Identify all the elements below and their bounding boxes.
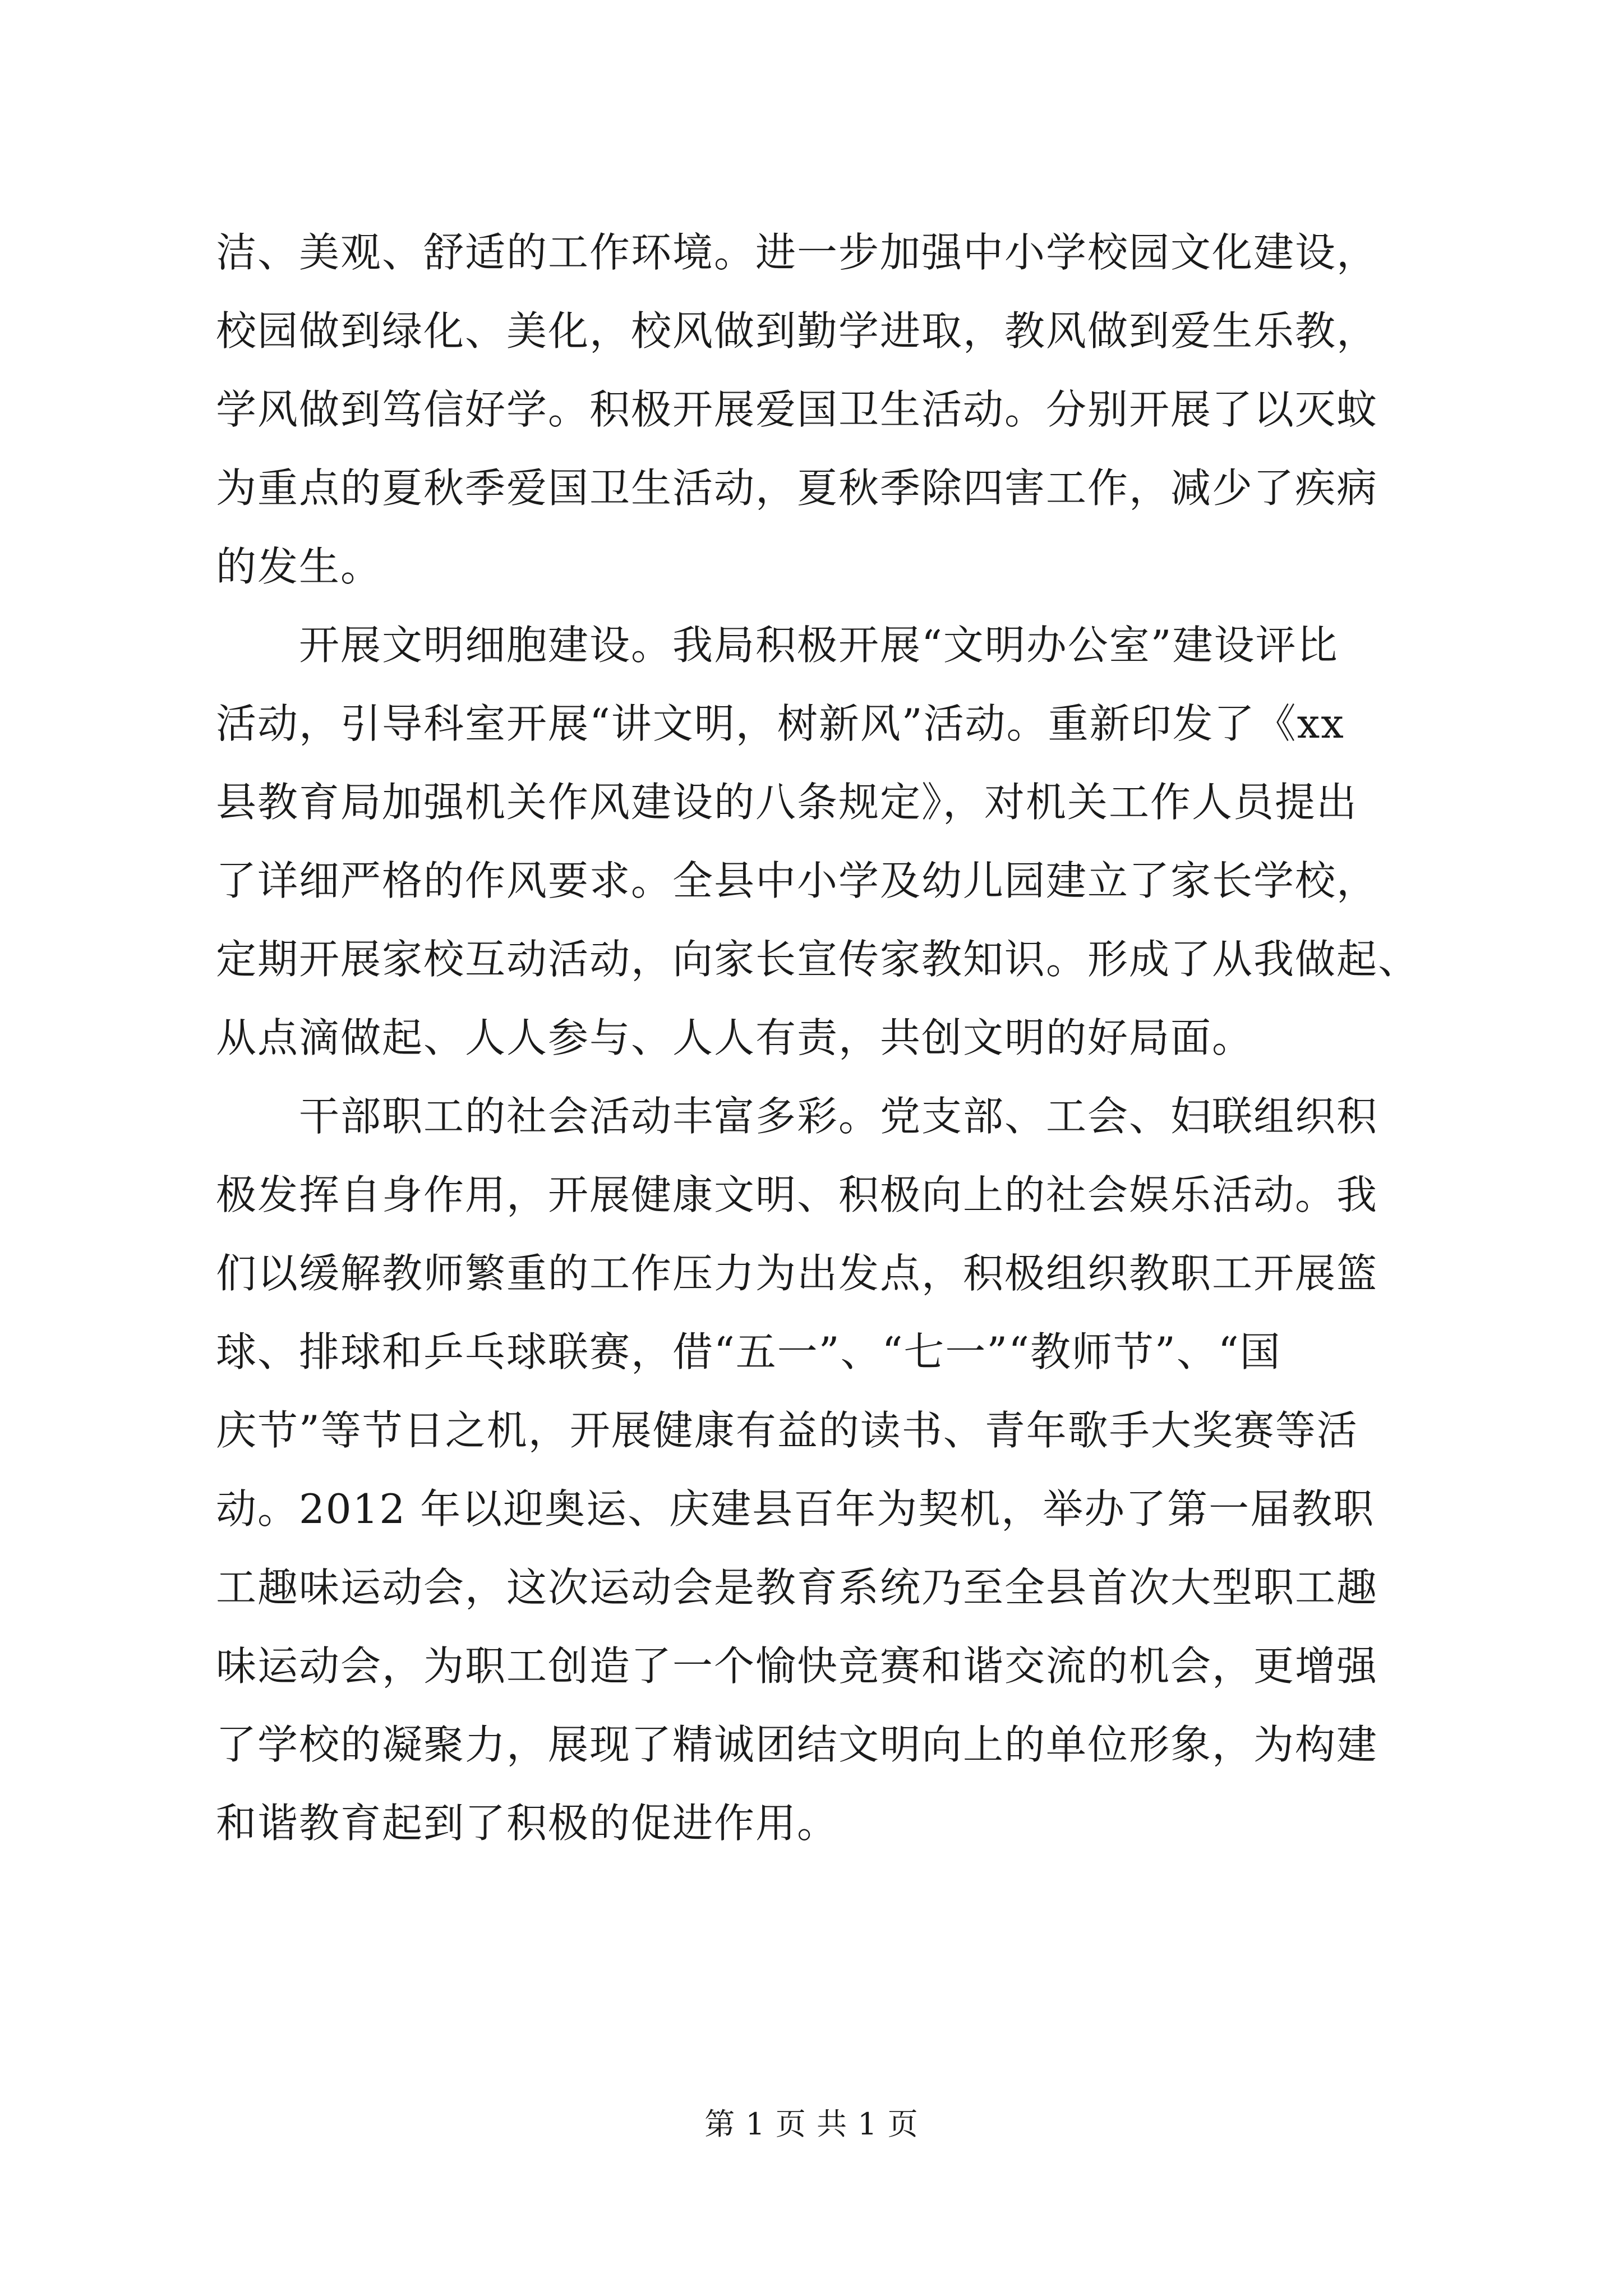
text-line: 了详细严格的作风要求。全县中小学及幼儿园建立了家长学校， — [216, 857, 1378, 904]
text-line: 动。2012 年以迎奥运、庆建县百年为契机，举办了第一届教职 — [216, 1485, 1375, 1533]
text-line: 洁、美观、舒适的工作环境。进一步加强中小学校园文化建设， — [216, 229, 1378, 276]
document-body — [216, 213, 1422, 1862]
text-line: 活动，引导科室开展“讲文明，树新风”活动。重新印发了《xx — [216, 700, 1345, 747]
text-line: 了学校的凝聚力，展现了精诚团结文明向上的单位形象，为构建 — [216, 1721, 1378, 1768]
text-line: 学风做到笃信好学。积极开展爱国卫生活动。分别开展了以灭蚊 — [216, 386, 1378, 433]
text-line: 的发生。 — [216, 543, 382, 590]
text-line: 和谐教育起到了积极的促进作用。 — [216, 1800, 839, 1847]
text-line: 极发挥自身作用，开展健康文明、积极向上的社会娱乐活动。我 — [216, 1171, 1378, 1218]
text-line: 校园做到绿化、美化，校风做到勤学进取，教风做到爱生乐教， — [216, 307, 1378, 355]
paragraph-first-line: 干部职工的社会活动丰富多彩。党支部、工会、妇联组织积 — [216, 1093, 1378, 1140]
text-line: 县教育局加强机关作风建设的八条规定》，对机关工作人员提出 — [216, 779, 1358, 826]
page-footer: 第 1 页 共 1 页 — [704, 2106, 919, 2142]
text-line: 们以缓解教师繁重的工作压力为出发点，积极组织教职工开展篮 — [216, 1250, 1378, 1297]
text-line: 为重点的夏秋季爱国卫生活动，夏秋季除四害工作，减少了疾病 — [216, 464, 1378, 512]
text-line: 从点滴做起、人人参与、人人有责，共创文明的好局面。 — [216, 1014, 1254, 1061]
text-line: 球、排球和乒乓球联赛，借“五一”、“七一”“教师节”、“国 — [216, 1328, 1281, 1375]
text-line: 工趣味运动会，这次运动会是教育系统乃至全县首次大型职工趣 — [216, 1564, 1378, 1611]
text-line: 庆节”等节日之机，开展健康有益的读书、青年歌手大奖赛等活 — [216, 1407, 1358, 1454]
text-line: 味运动会，为职工创造了一个愉快竞赛和谐交流的机会，更增强 — [216, 1642, 1378, 1690]
paragraph-first-line: 开展文明细胞建设。我局积极开展“文明办公室”建设评比 — [216, 622, 1339, 669]
text-line: 定期开展家校互动活动，向家长宣传家教知识。形成了从我做起、 — [216, 936, 1420, 983]
